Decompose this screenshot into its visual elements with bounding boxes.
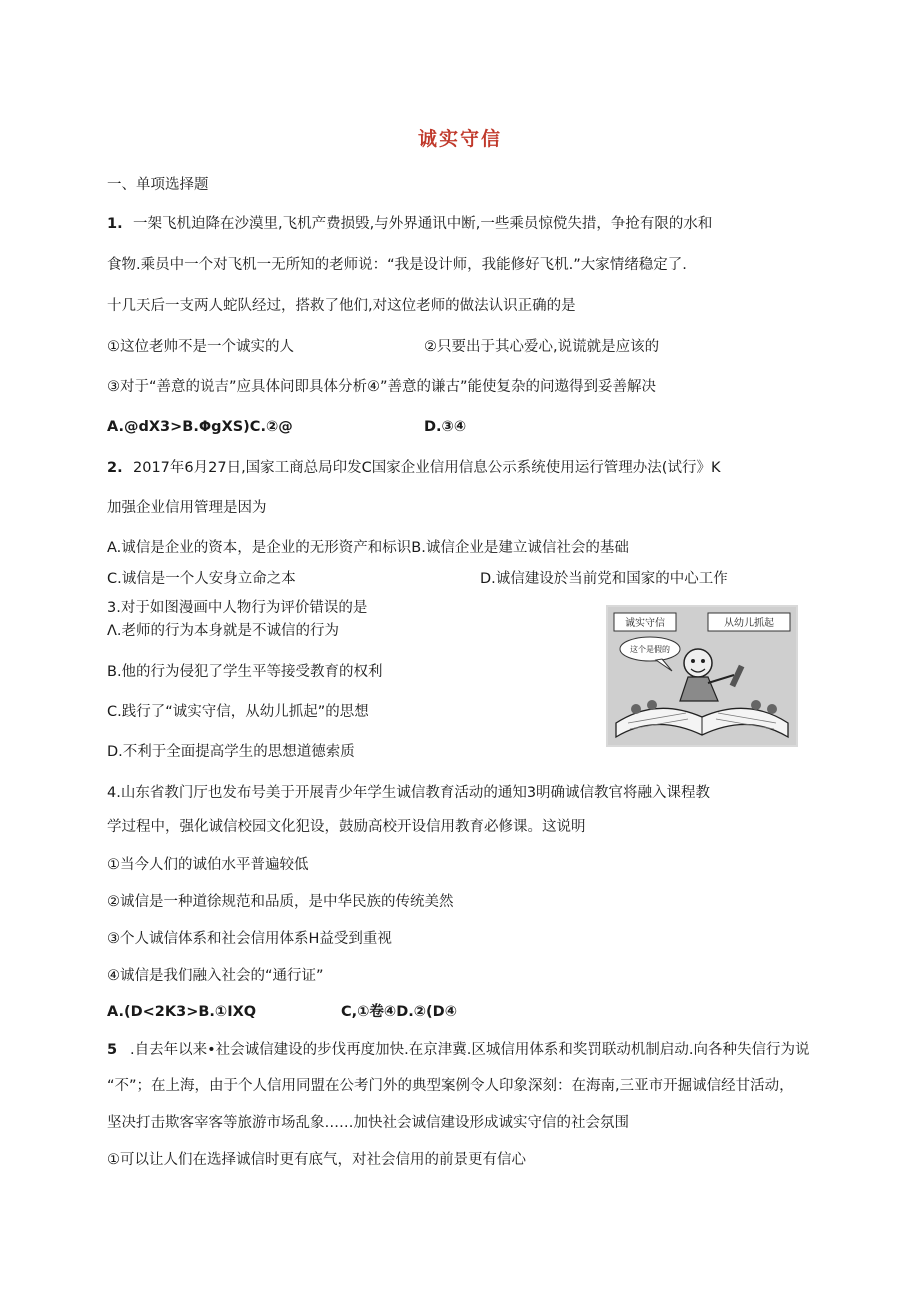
q4-statement-3: ③个人诚信体系和社会信用体系H益受到重视 xyxy=(107,931,392,947)
q4-stem-line1: 4.山东省教门厅也发布号美于开展青少年学生诚信教育活动的通知3明确诚信教官将融入课程教 xyxy=(107,785,711,801)
q5-stem-line1: .自去年以来•社会诚信建设的步伐再度加快.在京津冀.区城信用体系和奖罚联动机制启动.向各种失信行为说 xyxy=(130,1042,810,1058)
q5-number: 5 xyxy=(107,1042,118,1058)
q4-statement-4: ④诚信是我们融入社会的“通行证” xyxy=(107,968,324,984)
q4-stem-line2: 学过程中，强化诚信校园文化犯设，鼓励高校开设信用教育必修课。这说明 xyxy=(107,819,586,835)
section-heading: 一、单项选择题 xyxy=(107,177,209,193)
cartoon-illustration xyxy=(606,605,798,747)
q4-choices-cd: C,①卷④D.②(D④ xyxy=(341,1004,457,1020)
q3-stem: 3.对于如图漫画中人物行为评价错误的是 xyxy=(107,600,368,616)
q3-choice-b: B.他的行为侵犯了学生平等接受教育的权利 xyxy=(107,664,383,680)
q3-choice-a: Λ.老师的行为本身就是不诚信的行为 xyxy=(107,623,340,639)
document-title: 诚实守信 xyxy=(417,128,502,150)
sign-left-text: 诚实守信 xyxy=(625,618,665,629)
q1-choices-abc: A.@dX3>B.ΦgXS)C.②@ xyxy=(107,419,293,435)
q2-stem-line1: 2017年6月27日,国家工商总局印发C国家企业信用信息公示系统使用运行管理办法(试行》K xyxy=(133,460,721,476)
q4-choices-ab: A.(D<2K3>B.①IXQ xyxy=(107,1004,257,1020)
q2-number: 2. xyxy=(107,460,123,476)
speech-bubble-text: 这个是假的 xyxy=(630,645,670,654)
q5-stem-line2: “不”；在上海，由于个人信用同盟在公考门外的典型案例令人印象深刻：在海南,三亚市开掘诚信经甘活动， xyxy=(107,1078,794,1094)
sign-right xyxy=(708,613,790,631)
q5-stem-line3: 坚决打击欺客宰客等旅游市场乱象……加快社会诚信建设形成诚实守信的社会氛围 xyxy=(107,1115,629,1131)
q3-choice-c: C.践行了“诚实守信，从幼儿抓起”的思想 xyxy=(107,704,369,720)
q1-statement-3: ③对于“善意的说吉”应具体问即具体分析④”善意的谦古”能使复杂的问遨得到妥善解决 xyxy=(107,379,657,395)
q1-stem-line3: 十几天后一支两人蛇队经过，搭救了他们,对这位老师的做法认识正确的是 xyxy=(107,298,576,314)
q1-choice-d: D.③④ xyxy=(424,419,467,435)
q1-statement-2: ②只要出于其心爱心,说谎就是应该的 xyxy=(424,339,660,355)
q1-number: 1. xyxy=(107,216,123,232)
q4-statement-1: ①当今人们的诚伯水平普遍较低 xyxy=(107,857,309,873)
q4-statement-2: ②诚信是一种道徐规范和品质，是中华民族的传统美然 xyxy=(107,894,454,910)
sign-right-text: 从幼儿抓起 xyxy=(724,618,774,629)
q2-choice-ab: A.诚信是企业的资本，是企业的无形资产和标识B.诚信企业是建立诚信社会的基础 xyxy=(107,540,629,556)
q2-choice-d: D.诚信建设於当前党和国家的中心工作 xyxy=(480,571,728,587)
q1-stem-line2: 食物.乘员中一个对飞机一无所知的老师说：“我是设计师，我能修好飞机.”大家情绪稳定了. xyxy=(107,257,687,273)
sign-left xyxy=(614,613,676,631)
q1-statement-1: ①这位老帅不是一个诚实的人 xyxy=(107,339,294,355)
q2-stem-line2: 加强企业信用管理是因为 xyxy=(107,500,267,516)
q2-choice-c: C.诚信是一个人安身立命之本 xyxy=(107,571,296,587)
q3-choice-d: D.不利于全面提高学生的思想道德索质 xyxy=(107,744,355,760)
q5-statement-1: ①可以让人们在选择诚信时更有底气，对社会信用的前景更有信心 xyxy=(107,1152,526,1168)
q1-stem-line1: 一架飞机迫降在沙漠里,飞机产费损毁,与外界通讯中断,一些乘员惊傥失措，争抢有限的水和 xyxy=(133,216,713,232)
